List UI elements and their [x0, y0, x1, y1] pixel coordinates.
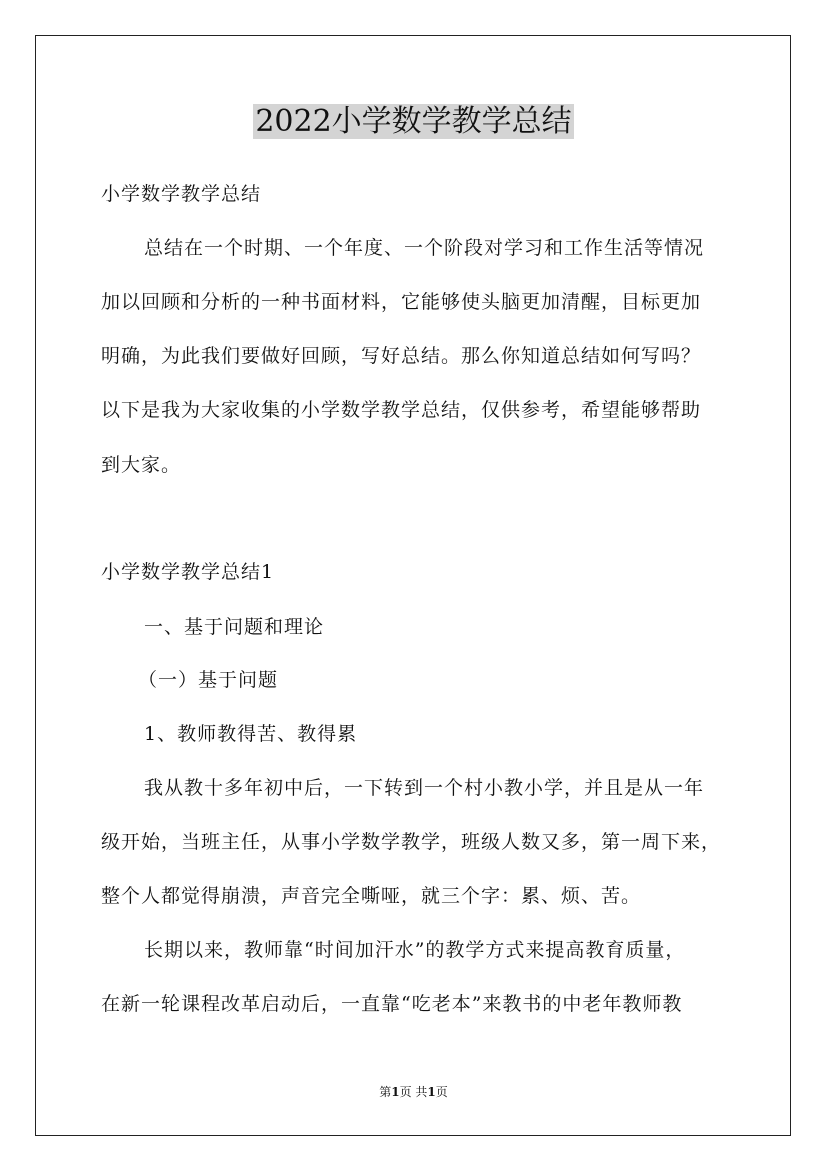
heading-level-2: （一）基于问题	[138, 669, 279, 691]
intro-line-2: 加以回顾和分析的一种书面材料，它能够使头脑更加清醒，目标更加	[101, 291, 702, 313]
section-title: 小学数学教学总结1	[101, 561, 275, 583]
footer-total-pages: 1	[427, 1085, 436, 1099]
para1-line-1: 我从教十多年初中后，一下转到一个村小教小学，并且是从一年	[144, 777, 705, 799]
heading-level-1: 一、基于问题和理论	[144, 616, 325, 638]
footer-middle: 页 共	[399, 1085, 428, 1099]
intro-line-3: 明确，为此我们要做好回顾，写好总结。那么你知道总结如何写吗？	[101, 345, 702, 367]
heading-level-3: 1、教师教得苦、教得累	[144, 723, 358, 745]
para2-line-2: 在新一轮课程改革启动后，一直靠“吃老本”来教书的中老年教师教	[101, 993, 683, 1015]
document-title: 2022小学数学教学总结	[255, 104, 572, 139]
subtitle: 小学数学教学总结	[101, 183, 262, 205]
para2-line-1: 长期以来，教师靠“时间加汗水”的教学方式来提高教育质量，	[144, 939, 686, 961]
footer-prefix: 第	[379, 1085, 392, 1099]
page-footer	[0, 1084, 827, 1100]
document-title-row	[0, 100, 827, 144]
para1-line-3: 整个人都觉得崩溃，声音完全嘶哑，就三个字：累、烦、苦。	[101, 885, 642, 907]
intro-line-5: 到大家。	[101, 454, 182, 476]
para1-line-2: 级开始，当班主任，从事小学数学教学，班级人数又多，第一周下来，	[101, 831, 722, 853]
intro-line-4: 以下是我为大家收集的小学数学教学总结，仅供参考，希望能够帮助	[101, 399, 702, 421]
intro-line-1: 总结在一个时期、一个年度、一个阶段对学习和工作生活等情况	[144, 237, 705, 259]
footer-suffix: 页	[435, 1085, 448, 1099]
footer-page-number: 1	[391, 1085, 400, 1099]
